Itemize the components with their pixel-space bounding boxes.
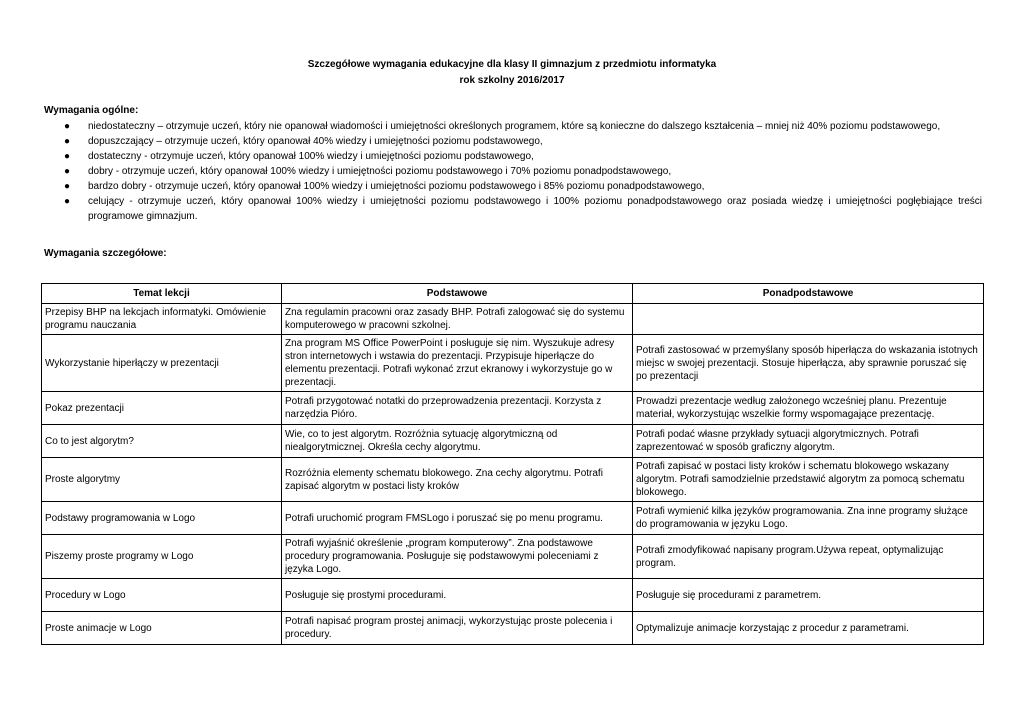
table-row bbox=[42, 579, 984, 612]
topic-cell: Piszemy proste programy w Logo bbox=[42, 535, 282, 579]
topic-cell: Przepisy BHP na lekcjach informatyki. Omówienie programu nauczania bbox=[42, 304, 282, 335]
list-item bbox=[44, 119, 982, 134]
column-header-advanced: Ponadpodstawowe bbox=[633, 284, 984, 304]
column-header-basic: Podstawowe bbox=[282, 284, 633, 304]
advanced-cell: Potrafi podać własne przykłady sytuacji algorytmicznych. Potrafi zaprezentować w sposób graficzny algorytm. bbox=[633, 425, 984, 458]
basic-cell: Zna program MS Office PowerPoint i posługuje się nim. Wyszukuje adresy stron internetowych i wstawia do prezentacji. Przypisuje hiperłącze do elementu prezentacji. Potrafi wykonać zrzut ekranowy i wykorzystuje go w prezentacji. bbox=[282, 335, 633, 392]
requirements-table bbox=[41, 283, 984, 645]
advanced-cell: Potrafi zmodyfikować napisany program.Używa repeat, optymalizując program. bbox=[633, 535, 984, 579]
basic-cell: Zna regulamin pracowni oraz zasady BHP. Potrafi zalogować się do systemu komputerowego w pracowni szkolnej. bbox=[282, 304, 633, 335]
basic-cell: Potrafi napisać program prostej animacji, wykorzystując proste polecenia i procedury. bbox=[282, 612, 633, 645]
advanced-cell: Optymalizuje animacje korzystając z procedur z parametrami. bbox=[633, 612, 984, 645]
advanced-cell: Potrafi zastosować w przemyślany sposób hiperłącza do wskazania istotnych miejsc w swojej prezentacji. Stosuje hiperłącza, aby sprawnie poruszać się po prezentacji bbox=[633, 335, 984, 392]
list-item bbox=[44, 164, 982, 179]
table-row bbox=[42, 392, 984, 425]
list-item bbox=[44, 134, 982, 149]
table-row bbox=[42, 304, 984, 335]
table-row bbox=[42, 535, 984, 579]
table-header-row bbox=[42, 284, 984, 304]
column-header-topic: Temat lekcji bbox=[42, 284, 282, 304]
topic-cell: Wykorzystanie hiperłączy w prezentacji bbox=[42, 335, 282, 392]
general-requirements-heading: Wymagania ogólne: bbox=[44, 105, 139, 116]
bullet-icon: ● bbox=[64, 166, 71, 177]
advanced-cell bbox=[633, 304, 984, 335]
list-item-text: niedostateczny – otrzymuje uczeń, który nie opanował wiadomości i umiejętności określonych programem, które są konieczne do dalszego kształcenia – mniej niż 40% poziomu podstawowego, bbox=[88, 121, 941, 132]
basic-cell: Potrafi przygotować notatki do przeprowadzenia prezentacji. Korzysta z narzędzia Pióro. bbox=[282, 392, 633, 425]
list-item-text: celujący - otrzymuje uczeń, który opanował 100% wiedzy i umiejętności poziomu podstawowego i 100% poziomu ponadpodstawowego oraz posiada wiedzę i umiejętności pogłębiające treści programowe gimnazjum. bbox=[88, 196, 982, 222]
table-row bbox=[42, 502, 984, 535]
general-requirements-list bbox=[44, 119, 982, 224]
topic-cell: Proste algorytmy bbox=[42, 458, 282, 502]
document-title: Szczegółowe wymagania edukacyjne dla klasy II gimnazjum z przedmiotu informatyka bbox=[307, 59, 717, 70]
topic-cell: Podstawy programowania w Logo bbox=[42, 502, 282, 535]
basic-cell: Rozróżnia elementy schematu blokowego. Zna cechy algorytmu. Potrafi zapisać algorytm w postaci listy kroków bbox=[282, 458, 633, 502]
advanced-cell: Posługuje się procedurami z parametrem. bbox=[633, 579, 984, 612]
table-row bbox=[42, 458, 984, 502]
list-item-text: dobry - otrzymuje uczeń, który opanował 100% wiedzy i umiejętności poziomu podstawowego i 70% poziomu ponadpodstawowego, bbox=[88, 166, 672, 177]
advanced-cell: Potrafi wymienić kilka języków programowania. Zna inne programy służące do programowania w języku Logo. bbox=[633, 502, 984, 535]
table-row bbox=[42, 612, 984, 645]
school-year: rok szkolny 2016/2017 bbox=[459, 75, 565, 86]
basic-cell: Potrafi wyjaśnić określenie „program komputerowy”. Zna podstawowe procedury programowania. Posługuje się podstawowymi poleceniami z języka Logo. bbox=[282, 535, 633, 579]
bullet-icon: ● bbox=[64, 196, 71, 207]
basic-cell: Wie, co to jest algorytm. Rozróżnia sytuację algorytmiczną od niealgorytmicznej. Określa cechy algorytmu. bbox=[282, 425, 633, 458]
list-item bbox=[44, 179, 982, 194]
topic-cell: Procedury w Logo bbox=[42, 579, 282, 612]
list-item-text: dostateczny - otrzymuje uczeń, który opanował 100% wiedzy i umiejętności poziomu podstawowego, bbox=[88, 151, 534, 162]
topic-cell: Proste animacje w Logo bbox=[42, 612, 282, 645]
topic-cell: Pokaz prezentacji bbox=[42, 392, 282, 425]
table-row bbox=[42, 335, 984, 392]
bullet-icon: ● bbox=[64, 136, 71, 147]
basic-cell: Potrafi uruchomić program FMSLogo i poruszać się po menu programu. bbox=[282, 502, 633, 535]
detailed-requirements-heading: Wymagania szczegółowe: bbox=[44, 248, 167, 259]
list-item bbox=[44, 194, 982, 224]
list-item-text: dopuszczający – otrzymuje uczeń, który opanował 40% wiedzy i umiejętności poziomu podstawowego, bbox=[88, 136, 543, 147]
advanced-cell: Prowadzi prezentacje według założonego wcześniej planu. Prezentuje materiał, wykorzystując wszelkie formy wspomagające prezentację. bbox=[633, 392, 984, 425]
list-item-text: bardzo dobry - otrzymuje uczeń, który opanował 100% wiedzy i umiejętności poziomu podstawowego i 85% poziomu ponadpodstawowego, bbox=[88, 181, 705, 192]
bullet-icon: ● bbox=[64, 121, 71, 132]
advanced-cell: Potrafi zapisać w postaci listy kroków i schematu blokowego wskazany algorytm. Potrafi samodzielnie przedstawić algorytm za pomocą schematu blokowego. bbox=[633, 458, 984, 502]
topic-cell: Co to jest algorytm? bbox=[42, 425, 282, 458]
table-row bbox=[42, 425, 984, 458]
bullet-icon: ● bbox=[64, 181, 71, 192]
bullet-icon: ● bbox=[64, 151, 71, 162]
list-item bbox=[44, 149, 982, 164]
basic-cell: Posługuje się prostymi procedurami. bbox=[282, 579, 633, 612]
